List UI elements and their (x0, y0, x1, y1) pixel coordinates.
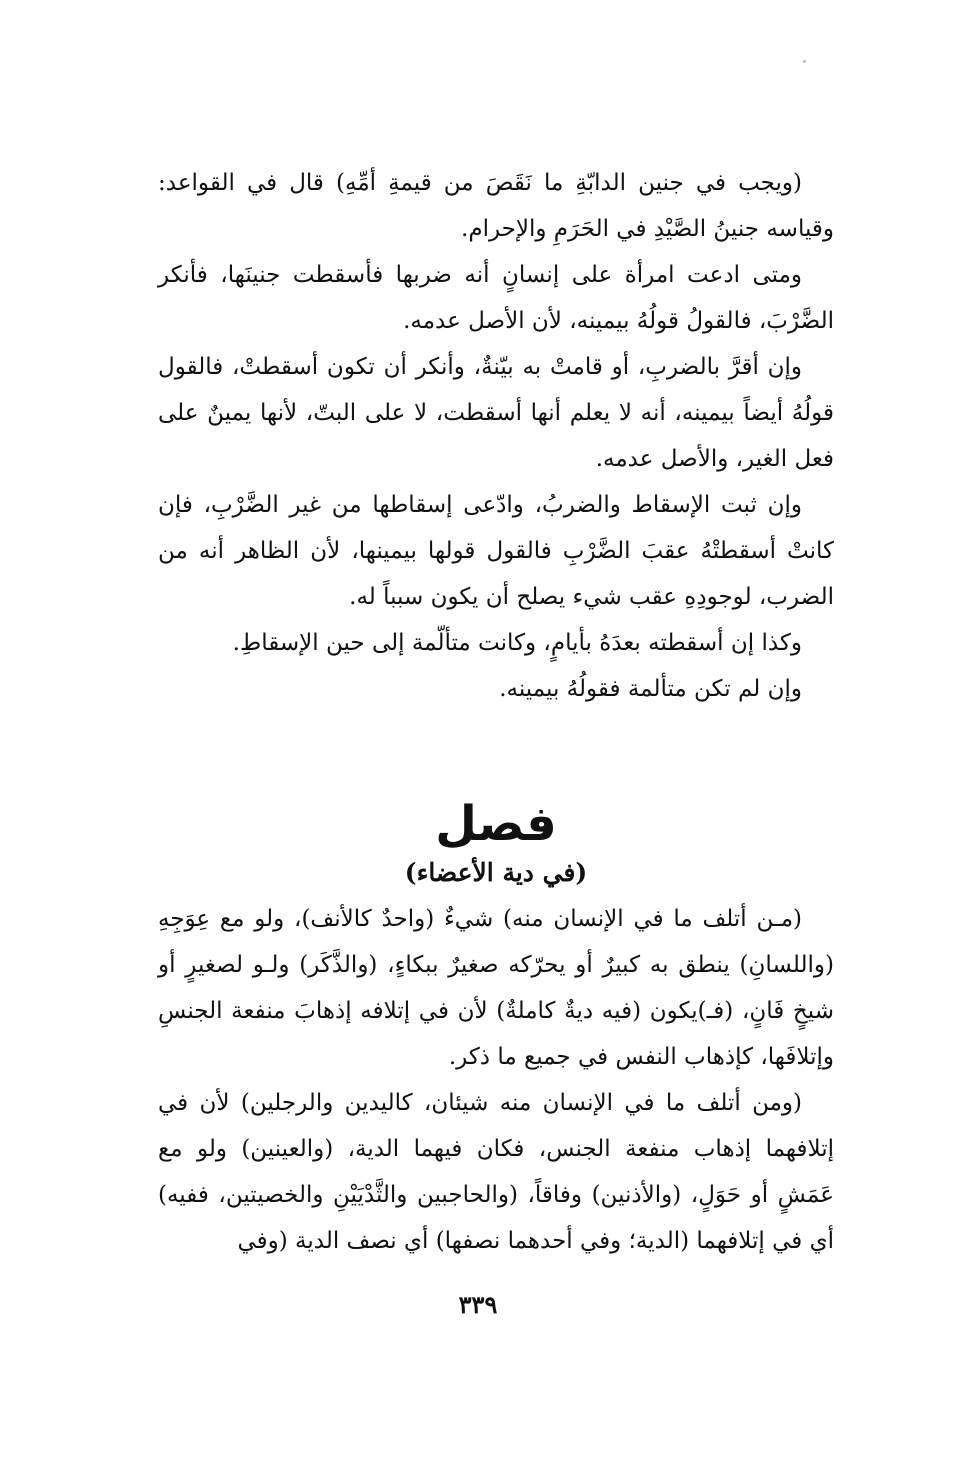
paragraph-single-organ: (مـن أتلف ما في الإنسان منه) شيءٌ (واحدٌ كالأنف)، ولو مع عِوَجِهِ (واللسانِ) ينطق به كبيرٌ أو يحرّكه صغيرٌ ببكاءٍ، (والذَّكَر) ولـو لصغيرٍ أو شيخٍ فَانٍ، (فـ)يكون (فيه ديةٌ كاملةٌ) لأن في إتلافه إذهابَ منفعة الجنسِ وإتلافَها، كإذهاب النفس في جميع ما ذكر. (158, 906, 834, 1070)
section-heading (158, 798, 834, 890)
page-number: ٣٣٩ (458, 1290, 498, 1319)
paragraph-admitted-striking: وإن أقرَّ بالضربِ، أو قامتْ به بيّنةٌ، وأنكر أن تكون أسقطتْ، فالقول قولُهُ أيضاً بيمينه، أنه لا يعلم أنها أسقطت، لا على البتّ، لأنها يمينٌ على فعل الغير، والأصل عدمه. (158, 354, 834, 472)
section-title: فصل (435, 796, 557, 852)
scan-speck (803, 60, 806, 63)
bottom-text-block (158, 896, 834, 1264)
paragraph-claim-of-woman: ومتى ادعت امرأة على إنسانٍ أنه ضربها فأسقطت جنينَها، فأنكر الضَّرْبَ، فالقولُ قولُهُ بيمينه، لأن الأصل عدمه. (158, 262, 834, 334)
paragraph-not-in-pain: وإن لم تكن متألمة فقولُهُ بيمينه. (499, 676, 802, 702)
top-text-block (158, 160, 834, 712)
paragraph-fetus-of-animal: (ويجب في جنين الدابّةِ ما نَقَصَ من قيمةِ أمِّهِ) قال في القواعد: وقياسه جنينُ الصَّيْدِ في الحَرَمِ والإحرام. (158, 170, 834, 242)
paragraph-proven-miscarriage: وإن ثبت الإسقاط والضربُ، وادّعى إسقاطها من غير الضَّرْبِ، فإن كانتْ أسقطتْهُ عقبَ الضَّرْبِ فالقول قولها بيمينها، لأن الظاهر أنه من الضرب، لوجودِهِ عقب شيء يصلح أن يكون سبباً له. (158, 492, 834, 610)
section-subtitle: (في دية الأعضاء) (404, 858, 588, 887)
paragraph-paired-organs: (ومن أتلف ما في الإنسان منه شيئان، كاليدين والرجلين) لأن في إتلافهما إذهاب منفعة الجنس، فكان فيهما الدية، (والعينين) ولو مع عَمَشٍ أو حَوَلٍ، (والأذنين) وفاقاً، (والحاجبين والثَّدْيَيْنِ والخصيتين، ففيه) أي في إتلافهما (الدية؛ وفي أحدهما نصفها) أي نصف الدية (وفي (158, 1090, 834, 1254)
paragraph-after-days: وكذا إن أسقطته بعدَهُ بأيامٍ، وكانت متألّمة إلى حين الإسقاطِ. (232, 630, 802, 656)
